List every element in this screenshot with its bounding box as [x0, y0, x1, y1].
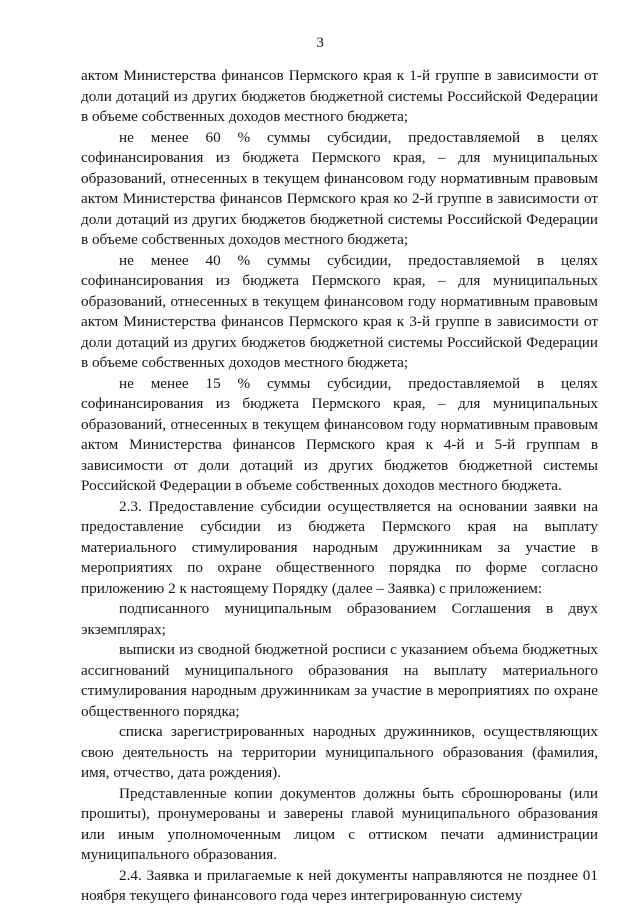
document-body — [81, 66, 598, 907]
paragraph-2: не менее 60 % суммы субсидии, предоставляемой в целях софинансирования из бюджета Пермского края, – для муниципальных образований, отнесенных в текущем финансовом году нормативным правовым актом Министерства финансов Пермского края ко 2-й группе в зависимости от доли дотаций из других бюджетов бюджетной системы Российской Федерации в объеме собственных доходов местного бюджета; — [81, 128, 598, 248]
page-number: 3 — [316, 34, 324, 51]
paragraph-4: не менее 15 % суммы субсидии, предоставляемой в целях софинансирования из бюджета Пермского края, – для муниципальных образований, отнесенных в текущем финансовом году нормативным правовым актом Министерства финансов Пермского края к 4-й и 5-й группам в зависимости от доли дотаций из других бюджетов бюджетной системы Российской Федерации в объеме собственных доходов местного бюджета. — [81, 374, 598, 494]
paragraph-1: актом Министерства финансов Пермского края к 1-й группе в зависимости от доли дотаций из других бюджетов бюджетной системы Российской Федерации в объеме собственных доходов местного бюджета; — [81, 67, 598, 125]
paragraph-5: 2.3. Предоставление субсидии осуществляется на основании заявки на предоставление субсидии из бюджета Пермского края на выплату материального стимулирования народным дружинникам за участие в мероприятиях по охране общественного порядка по форме согласно приложению 2 к настоящему Порядку (далее – Заявка) с приложением: — [81, 497, 598, 597]
paragraph-9: Представленные копии документов должны быть сброшюрованы (или прошиты), пронумерованы и заверены главой муниципального образования или иным уполномоченным лицом с оттиском печати администрации муниципального образования. — [81, 784, 598, 863]
paragraph-10: 2.4. Заявка и прилагаемые к ней документы направляются не позднее 01 ноября текущего финансового года через интегрированную систему — [81, 866, 598, 904]
paragraph-6: подписанного муниципальным образованием Соглашения в двух экземплярах; — [81, 600, 598, 638]
paragraph-7: выписки из сводной бюджетной росписи с указанием объема бюджетных ассигнований муниципального образования на выплату материального стимулирования народным дружинникам за участие в мероприятиях по охране общественного порядка; — [81, 641, 598, 720]
paragraph-8: списка зарегистрированных народных дружинников, осуществляющих свою деятельность на территории муниципального образования (фамилия, имя, отчество, дата рождения). — [81, 723, 598, 781]
paragraph-3: не менее 40 % суммы субсидии, предоставляемой в целях софинансирования из бюджета Пермского края, – для муниципальных образований, отнесенных в текущем финансовом году нормативным правовым актом Министерства финансов Пермского края к 3-й группе в зависимости от доли дотаций из других бюджетов бюджетной системы Российской Федерации в объеме собственных доходов местного бюджета; — [81, 251, 598, 371]
